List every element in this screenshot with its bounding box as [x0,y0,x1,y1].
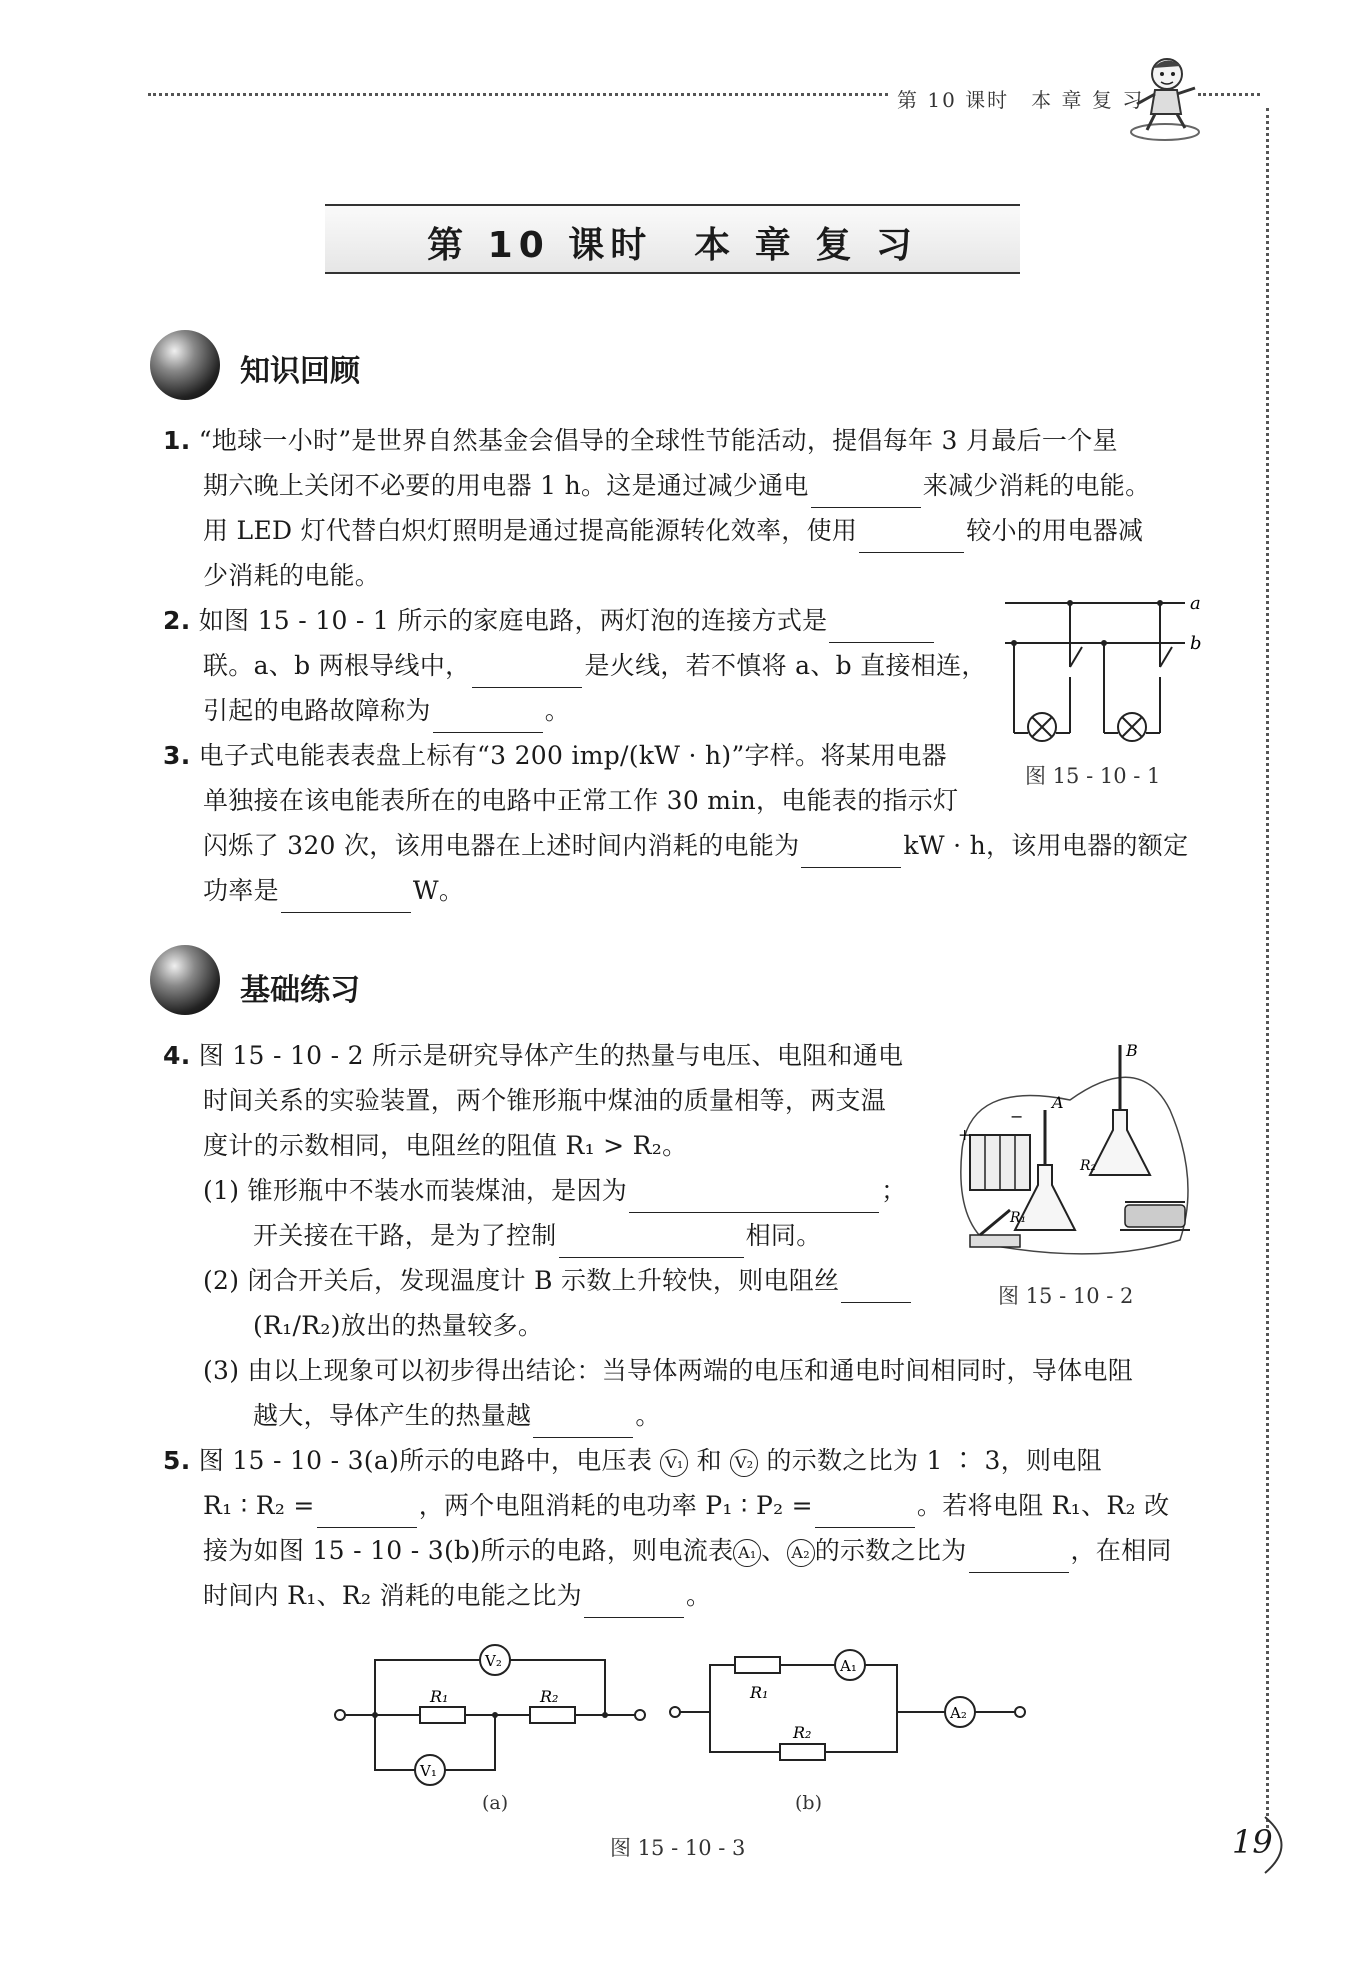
q4-line-3: 度计的示数相同，电阻丝的阻值 R₁ > R₂。 [203,1131,688,1160]
answer-blank[interactable] [815,1497,915,1528]
section-review-title: 知识回顾 [240,354,360,389]
page-number-badge [1210,1815,1300,1875]
q5-line-2: R₁ ∶ R₂ = ，两个电阻消耗的电功率 P₁ ∶ P₂ = 。若将电阻 R₁、R₂ 改 [203,1483,1169,1528]
figure-15-10-2-apparatus [950,1040,1210,1265]
thermometer-b-label: B [1126,1041,1138,1060]
q3-line-1: 3. 电子式电能表表盘上标有“3 200 imp/(kW · h)”字样。将某用电器 [163,741,947,770]
answer-blank[interactable] [801,837,901,868]
q4-number: 4. [163,1041,191,1070]
q2-line-3: 引起的电路故障称为 。 [203,688,570,733]
q2-line-2: 联。a、b 两根导线中， 是火线，若不慎将 a、b 直接相连， [203,643,987,688]
figure-15-10-3-caption: 图 15 - 10 - 3 [610,1836,746,1860]
figure-15-10-3b-sublabel: (b) [795,1792,822,1814]
figure-15-10-3b-circuit [665,1640,1035,1790]
answer-blank[interactable] [533,1407,633,1438]
lamp-branch-1 [1014,603,1082,741]
resistor-r1-label: R₁ [1010,1210,1027,1226]
running-title: 第 10 课时 本 章 复 习 [897,88,1145,112]
answer-blank[interactable] [629,1182,879,1213]
answer-blank[interactable] [829,612,934,643]
q4-sub-2-line-2: (R₁/R₂)放出的热量较多。 [253,1311,544,1340]
q3-line-2: 单独接在该电能表所在的电路中正常工作 30 min，电能表的指示灯 [203,786,959,815]
voltmeter-v2-symbol: V₂ [730,1449,758,1477]
answer-blank[interactable] [317,1497,417,1528]
q1-line-4: 少消耗的电能。 [203,561,381,590]
ammeter-a2-symbol: A₂ [787,1539,815,1567]
q5-number: 5. [163,1446,191,1475]
globe-icon [150,945,220,1015]
mascot-icon [1125,52,1205,142]
header-dotted-line-right [1198,93,1260,96]
answer-blank[interactable] [969,1542,1069,1573]
answer-blank[interactable] [433,702,543,733]
margin-dotted-line [1266,108,1269,1828]
figure-15-10-2-caption: 图 15 - 10 - 2 [998,1284,1134,1308]
q4-sub-3-line-1: (3) 由以上现象可以初步得出结论：当导体两端的电压和通电时间相同时，导体电阻 [203,1356,1134,1385]
flask-b [1079,1041,1150,1175]
q5-line-4: 时间内 R₁、R₂ 消耗的电能之比为 。 [203,1573,711,1618]
q1-line-3: 用 LED 灯代替白炽灯照明是通过提高能源转化效率，使用 较小的用电器减 [203,508,1143,553]
ammeter-a1-label: A₁ [840,1657,857,1675]
rheostat [1120,1202,1190,1230]
lesson-title: 第 10 课时 本 章 复 习 [427,225,918,266]
wire-label-b: b [1190,633,1202,654]
answer-blank[interactable] [584,1587,684,1618]
ammeter-a2-label: A₂ [950,1704,967,1722]
q4-line-1: 4. 图 15 - 10 - 2 所示是研究导体产生的热量与电压、电阻和通电 [163,1041,904,1070]
page-number: 19 [1232,1823,1273,1861]
q4-sub-2-line-1: (2) 闭合开关后，发现温度计 B 示数上升较快，则电阻丝 [203,1258,913,1303]
q4-sub-1-line-1: (1) 锥形瓶中不装水而装煤油，是因为 ； [203,1168,906,1213]
label-r2: R₂ [793,1723,812,1742]
resistor-r2-label: R₂ [1080,1158,1097,1174]
q4-line-2: 时间关系的实验装置，两个锥形瓶中煤油的质量相等，两支温 [203,1086,887,1115]
resistor-r1 [735,1657,780,1673]
lesson-title-box [325,204,1020,274]
figure-15-10-3a-circuit [330,1640,650,1800]
q5-line-1: 5. 图 15 - 10 - 3(a)所示的电路中，电压表 V₁ 和 V₂ 的示数之比为 1 ∶ 3，则电阻 [163,1446,1102,1475]
ammeter-a1-symbol: A₁ [733,1539,761,1567]
q5-line-3: 接为如图 15 - 10 - 3(b)所示的电路，则电流表 A₁ 、 A₂ 的示数之比为 ，在相同 [203,1528,1172,1573]
q1-line-1: 1. “地球一小时”是世界自然基金会倡导的全球性节能活动，提倡每年 3 月最后一个星 [163,426,1118,455]
q4-sub-3-line-2: 越大，导体产生的热量越 。 [253,1393,661,1438]
voltmeter-v2-label: V₂ [485,1652,502,1670]
q4-sub-1-line-2: 开关接在干路，是为了控制 相同。 [253,1213,822,1258]
battery-pack [958,1107,1030,1190]
battery-plus-label: + [958,1125,972,1144]
label-r2: R₂ [540,1687,559,1706]
answer-blank[interactable] [811,477,921,508]
figure-15-10-3a-sublabel: (a) [482,1792,509,1814]
answer-blank[interactable] [859,522,964,553]
q3-line-4: 功率是 W。 [203,868,464,913]
lamp-branch-2 [1104,603,1172,741]
header-dotted-line [148,93,888,96]
q3-line-3: 闪烁了 320 次，该用电器在上述时间内消耗的电能为 kW · h，该用电器的额定 [203,823,1188,868]
q2-number: 2. [163,606,191,635]
wire-label-a: a [1190,593,1201,614]
label-r1: R₁ [750,1683,769,1702]
q3-number: 3. [163,741,191,770]
answer-blank[interactable] [472,657,582,688]
answer-blank[interactable] [841,1272,911,1303]
label-r1: R₁ [430,1687,449,1706]
globe-icon [150,330,220,400]
section-practice-title: 基础练习 [240,973,360,1008]
resistor-r1 [420,1707,465,1723]
q2-line-1: 2. 如图 15 - 10 - 1 所示的家庭电路，两灯泡的连接方式是 [163,598,936,643]
answer-blank[interactable] [281,882,411,913]
answer-blank[interactable] [559,1227,744,1258]
thermometer-a-label: A [1052,1093,1064,1112]
resistor-r2 [530,1707,575,1723]
voltmeter-v1-label: V₁ [420,1762,437,1780]
battery-minus-label: − [1010,1107,1024,1126]
q1-line-2: 期六晚上关闭不必要的用电器 1 h。这是通过减少通电 来减少消耗的电能。 [203,463,1150,508]
figure-15-10-1-household-circuit [1000,585,1220,755]
resistor-r2 [780,1744,825,1760]
q1-number: 1. [163,426,191,455]
voltmeter-v1-symbol: V₁ [660,1449,688,1477]
figure-15-10-1-caption: 图 15 - 10 - 1 [1025,764,1161,788]
